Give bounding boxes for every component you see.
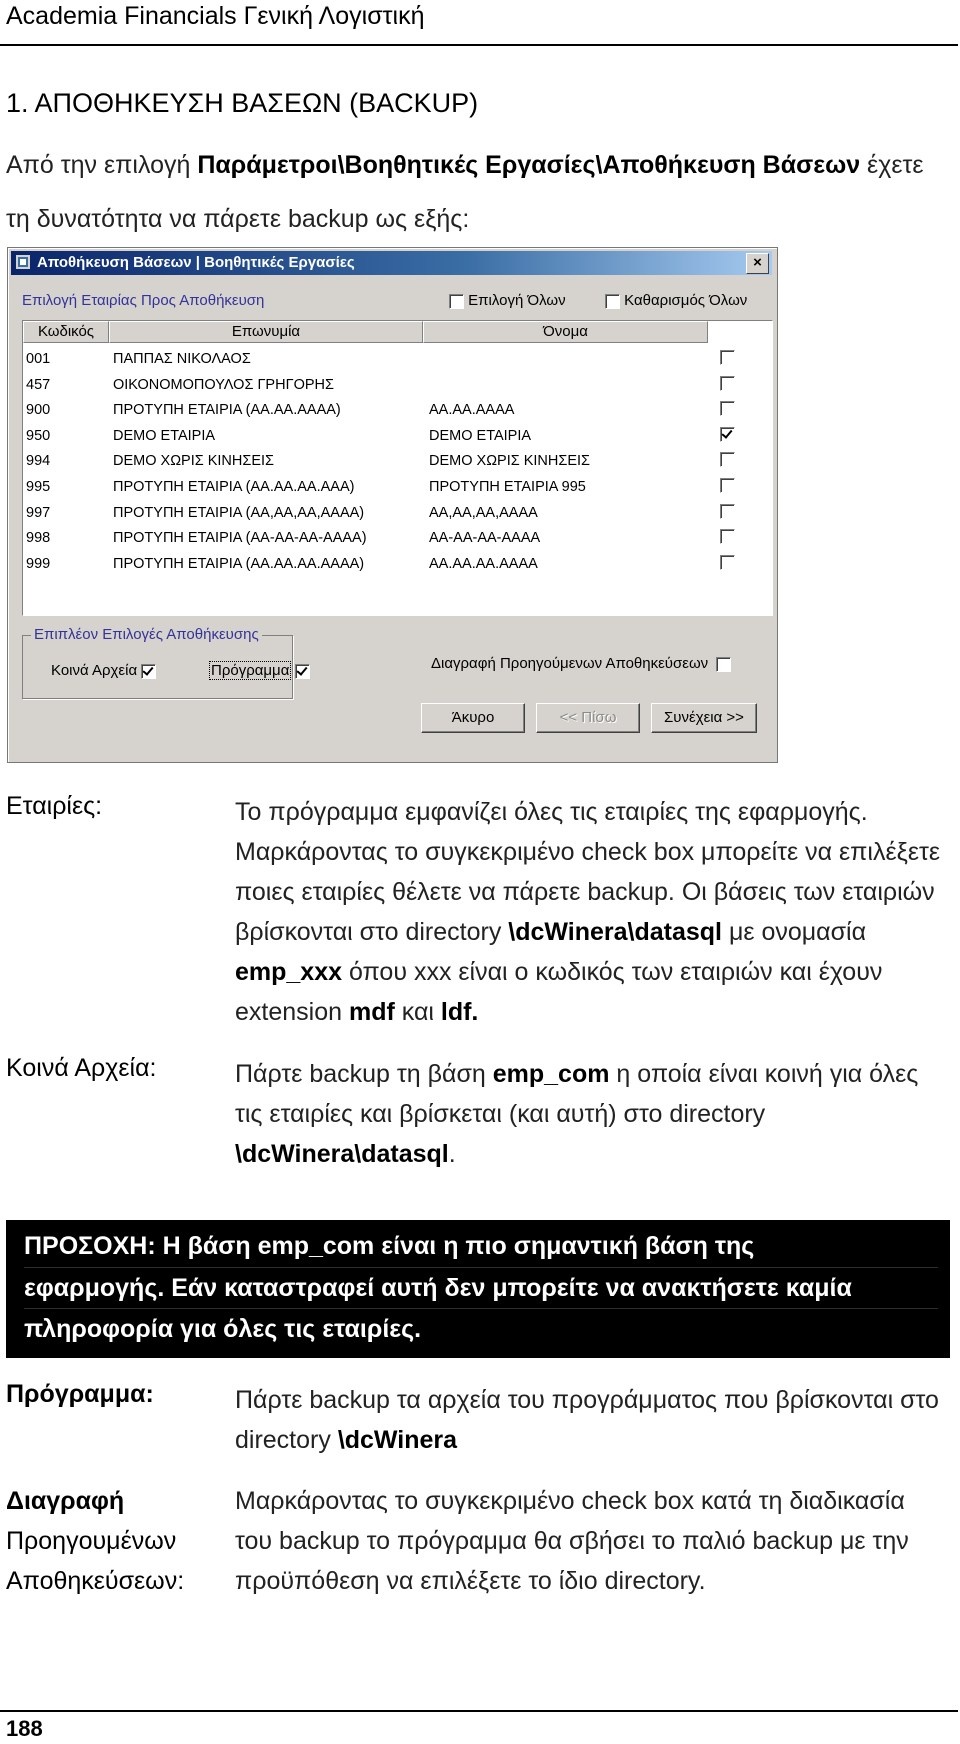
- cell-code: 995: [26, 478, 51, 495]
- cell-short-name: DEMO ΕΤΑΙΡΙΑ: [429, 427, 532, 444]
- company-grid: [22, 320, 773, 616]
- common-files-section-label: Κοινά Αρχεία:: [6, 1054, 157, 1082]
- intro-paragraph: [6, 138, 946, 246]
- delete-label-line: Προηγουμένων: [6, 1527, 177, 1555]
- clear-all-label: Καθαρισμός Όλων: [624, 292, 748, 309]
- next-button[interactable]: Συνέχεια >>: [651, 703, 757, 733]
- row-checkbox[interactable]: [720, 350, 735, 365]
- cell-short-name: ΑΑ,ΑΑ,ΑΑ,ΑΑΑΑ: [429, 504, 538, 521]
- program-checkbox[interactable]: [295, 664, 310, 679]
- warning-line: ΠΡΟΣΟΧΗ: Η βάση emp_com είναι η πιο σημαντική βάση της: [24, 1226, 938, 1268]
- table-row[interactable]: [23, 373, 772, 399]
- clear-all-checkbox[interactable]: [605, 294, 620, 309]
- table-row[interactable]: [23, 347, 772, 373]
- cell-name: ΠΡΟΤΥΠΗ ΕΤΑΙΡΙΑ (ΑΑ,ΑΑ,ΑΑ,ΑΑΑΑ): [113, 504, 365, 521]
- delete-label-line: Διαγραφή: [6, 1487, 125, 1515]
- table-row[interactable]: [23, 552, 772, 578]
- back-button[interactable]: << Πίσω: [536, 703, 640, 733]
- row-checkbox[interactable]: [720, 376, 735, 391]
- document-header-title: Academia Financials Γενική Λογιστική: [6, 2, 425, 30]
- intro-menu-path: Παράμετροι\Βοηθητικές Εργασίες\Αποθήκευση Βάσεων: [197, 151, 861, 179]
- company-group-label: Επιλογή Εταιρίας Προς Αποθήκευση: [22, 292, 265, 309]
- delete-previous-checkbox[interactable]: [716, 657, 731, 672]
- row-checkbox[interactable]: [720, 504, 735, 519]
- common-files-checkbox[interactable]: [141, 664, 156, 679]
- select-all-option[interactable]: [449, 292, 566, 309]
- cell-code: 001: [26, 351, 51, 367]
- program-label: Πρόγραμμα: [211, 662, 290, 679]
- table-row[interactable]: [23, 526, 772, 552]
- cell-code: 900: [26, 402, 51, 419]
- cell-short-name: ΠΡΟΤΥΠΗ ΕΤΑΙΡΙΑ 995: [429, 478, 586, 495]
- delete-previous-option[interactable]: [431, 655, 731, 672]
- row-checkbox[interactable]: [720, 401, 735, 416]
- common-files-section-text: [235, 1054, 945, 1174]
- cancel-button[interactable]: Άκυρο: [421, 703, 525, 733]
- cell-short-name: DEMO ΧΩΡΙΣ ΚΙΝΗΣΕΙΣ: [429, 453, 591, 470]
- cell-name: DEMO ΧΩΡΙΣ ΚΙΝΗΣΕΙΣ: [113, 453, 275, 470]
- cell-code: 997: [26, 504, 51, 521]
- footer-divider: [0, 1710, 958, 1712]
- cell-code: 999: [26, 555, 51, 572]
- column-header-name[interactable]: Επωνυμία: [109, 321, 423, 343]
- cell-short-name: ΑΑ.ΑΑ.ΑΑ.ΑΑΑΑ: [429, 555, 538, 572]
- cell-name: DEMO ΕΤΑΙΡΙΑ: [113, 427, 216, 444]
- bold-text-run: \dcWinera\datasql: [235, 1140, 449, 1168]
- text-run: με ονομασία: [722, 918, 867, 946]
- intro-text-post: έχετε τη δυνατότητα να πάρετε backup ως εξής:: [6, 151, 924, 233]
- bold-text-run: \dcWinera\datasql: [508, 918, 723, 946]
- cell-name: ΠΡΟΤΥΠΗ ΕΤΑΙΡΙΑ (ΑΑ-ΑΑ-ΑΑ-ΑΑΑΑ): [113, 530, 367, 547]
- text-run: όπου xxx είναι ο κωδικός των εταιριών και έχουν extension: [235, 958, 883, 1026]
- table-row[interactable]: [23, 475, 772, 501]
- cell-short-name: ΑΑ.ΑΑ.ΑΑΑΑ: [429, 402, 515, 419]
- program-section-label-text: Πρόγραμμα:: [6, 1380, 154, 1408]
- delete-section-label: [6, 1481, 184, 1601]
- cell-name: ΟΙΚΟΝΟΜΟΠΟΥΛΟΣ ΓΡΗΓΟΡΗΣ: [113, 376, 334, 393]
- table-row[interactable]: [23, 424, 772, 450]
- program-option[interactable]: [210, 662, 310, 679]
- column-header-code[interactable]: Κωδικός: [23, 321, 109, 343]
- cell-code: 998: [26, 530, 51, 547]
- text-run: και: [394, 998, 441, 1026]
- program-section-label: [6, 1380, 154, 1409]
- text-run: .: [448, 1140, 456, 1168]
- bold-text-run: emp_xxx: [235, 958, 343, 986]
- page-number: 188: [6, 1716, 43, 1741]
- header-divider: [0, 44, 958, 46]
- row-checkbox[interactable]: [720, 529, 735, 544]
- row-checkbox[interactable]: [720, 452, 735, 467]
- intro-text-pre: Από την επιλογή: [6, 151, 198, 179]
- bold-text-run: \dcWinera: [337, 1426, 458, 1454]
- clear-all-option[interactable]: [605, 292, 747, 309]
- text-run: η οποία είναι κοινή για όλες τις εταιρίες και βρίσκεται (και αυτή) στο directory: [235, 1060, 919, 1128]
- warning-line: εφαρμογής. Εάν καταστραφεί αυτή δεν μπορείτε να ανακτήσετε καμία: [24, 1268, 938, 1310]
- cell-code: 994: [26, 453, 51, 470]
- common-files-option[interactable]: [51, 662, 156, 679]
- text-run: Μαρκάροντας το συγκεκριμένο check box κατά τη διαδικασία του backup το πρόγραμμα θα σβήσει το παλιό backup με την προϋπόθεση να επιλέξετε το ίδιο directory.: [235, 1487, 909, 1595]
- warning-box: [6, 1220, 950, 1358]
- row-checkbox[interactable]: [720, 427, 735, 442]
- select-all-checkbox[interactable]: [449, 294, 464, 309]
- text-run: Το πρόγραμμα εμφανίζει όλες τις εταιρίες της εφαρμογής. Μαρκάροντας το συγκεκριμένο check box μπορείτε να επιλέξετε ποιες εταιρίες θέλετε να πάρετε backup. Οι βάσεις των εταιριών βρίσκονται στο directory: [235, 798, 940, 946]
- cell-name: ΠΑΠΠΑΣ ΝΙΚΟΛΑΟΣ: [113, 351, 251, 367]
- bold-text-run: ldf.: [440, 998, 479, 1026]
- dialog-titlebar: [11, 251, 772, 275]
- cell-name: ΠΡΟΤΥΠΗ ΕΤΑΙΡΙΑ (ΑΑ.ΑΑ.ΑΑ.ΑΑΑΑ): [113, 555, 365, 572]
- table-row[interactable]: [23, 449, 772, 475]
- bold-text-run: mdf: [348, 998, 395, 1026]
- column-header-short-name[interactable]: Όνομα: [423, 321, 708, 343]
- program-section-text: [235, 1380, 945, 1460]
- delete-label-line: Αποθηκεύσεων:: [6, 1567, 185, 1595]
- grid-header: [23, 321, 713, 343]
- cell-code: 950: [26, 427, 51, 444]
- row-checkbox[interactable]: [720, 478, 735, 493]
- grid-rows: [23, 347, 772, 577]
- cell-name: ΠΡΟΤΥΠΗ ΕΤΑΙΡΙΑ (ΑΑ.ΑΑ.ΑΑ.ΑΑΑ): [113, 478, 355, 495]
- delete-section-text: [235, 1481, 945, 1601]
- companies-section-text: [235, 792, 945, 1032]
- cell-name: ΠΡΟΤΥΠΗ ΕΤΑΙΡΙΑ (ΑΑ.ΑΑ.ΑΑΑΑ): [113, 402, 341, 419]
- cell-short-name: ΑΑ-ΑΑ-ΑΑ-ΑΑΑΑ: [429, 530, 541, 547]
- bold-text-run: emp_com: [492, 1060, 610, 1088]
- table-row[interactable]: [23, 501, 772, 527]
- section-title: 1. ΑΠΟΘΗΚΕΥΣΗ ΒΑΣΕΩΝ (BACKUP): [6, 88, 479, 118]
- extra-options-group: [22, 626, 293, 699]
- backup-dialog: [7, 247, 778, 763]
- extra-options-group-label: Επιπλέον Επιλογές Αποθήκευσης: [31, 626, 262, 643]
- common-files-label: Κοινά Αρχεία: [51, 662, 138, 679]
- row-checkbox[interactable]: [720, 555, 735, 570]
- delete-previous-label: Διαγραφή Προηγούμενων Αποθηκεύσεων: [431, 655, 709, 672]
- companies-section-label: Εταιρίες:: [6, 792, 103, 820]
- table-row[interactable]: [23, 398, 772, 424]
- text-run: Πάρτε backup τα αρχεία του προγράμματος που βρίσκονται στο directory: [235, 1386, 939, 1454]
- warning-line: πληροφορία για όλες τις εταιρίες.: [24, 1315, 422, 1343]
- text-run: Πάρτε backup τη βάση: [235, 1060, 493, 1088]
- cell-code: 457: [26, 376, 51, 393]
- app-icon: [16, 255, 30, 269]
- select-all-label: Επιλογή Όλων: [468, 292, 566, 309]
- dialog-title: Αποθήκευση Βάσεων | Βοηθητικές Εργασίες: [37, 254, 355, 271]
- close-icon[interactable]: ×: [746, 253, 769, 274]
